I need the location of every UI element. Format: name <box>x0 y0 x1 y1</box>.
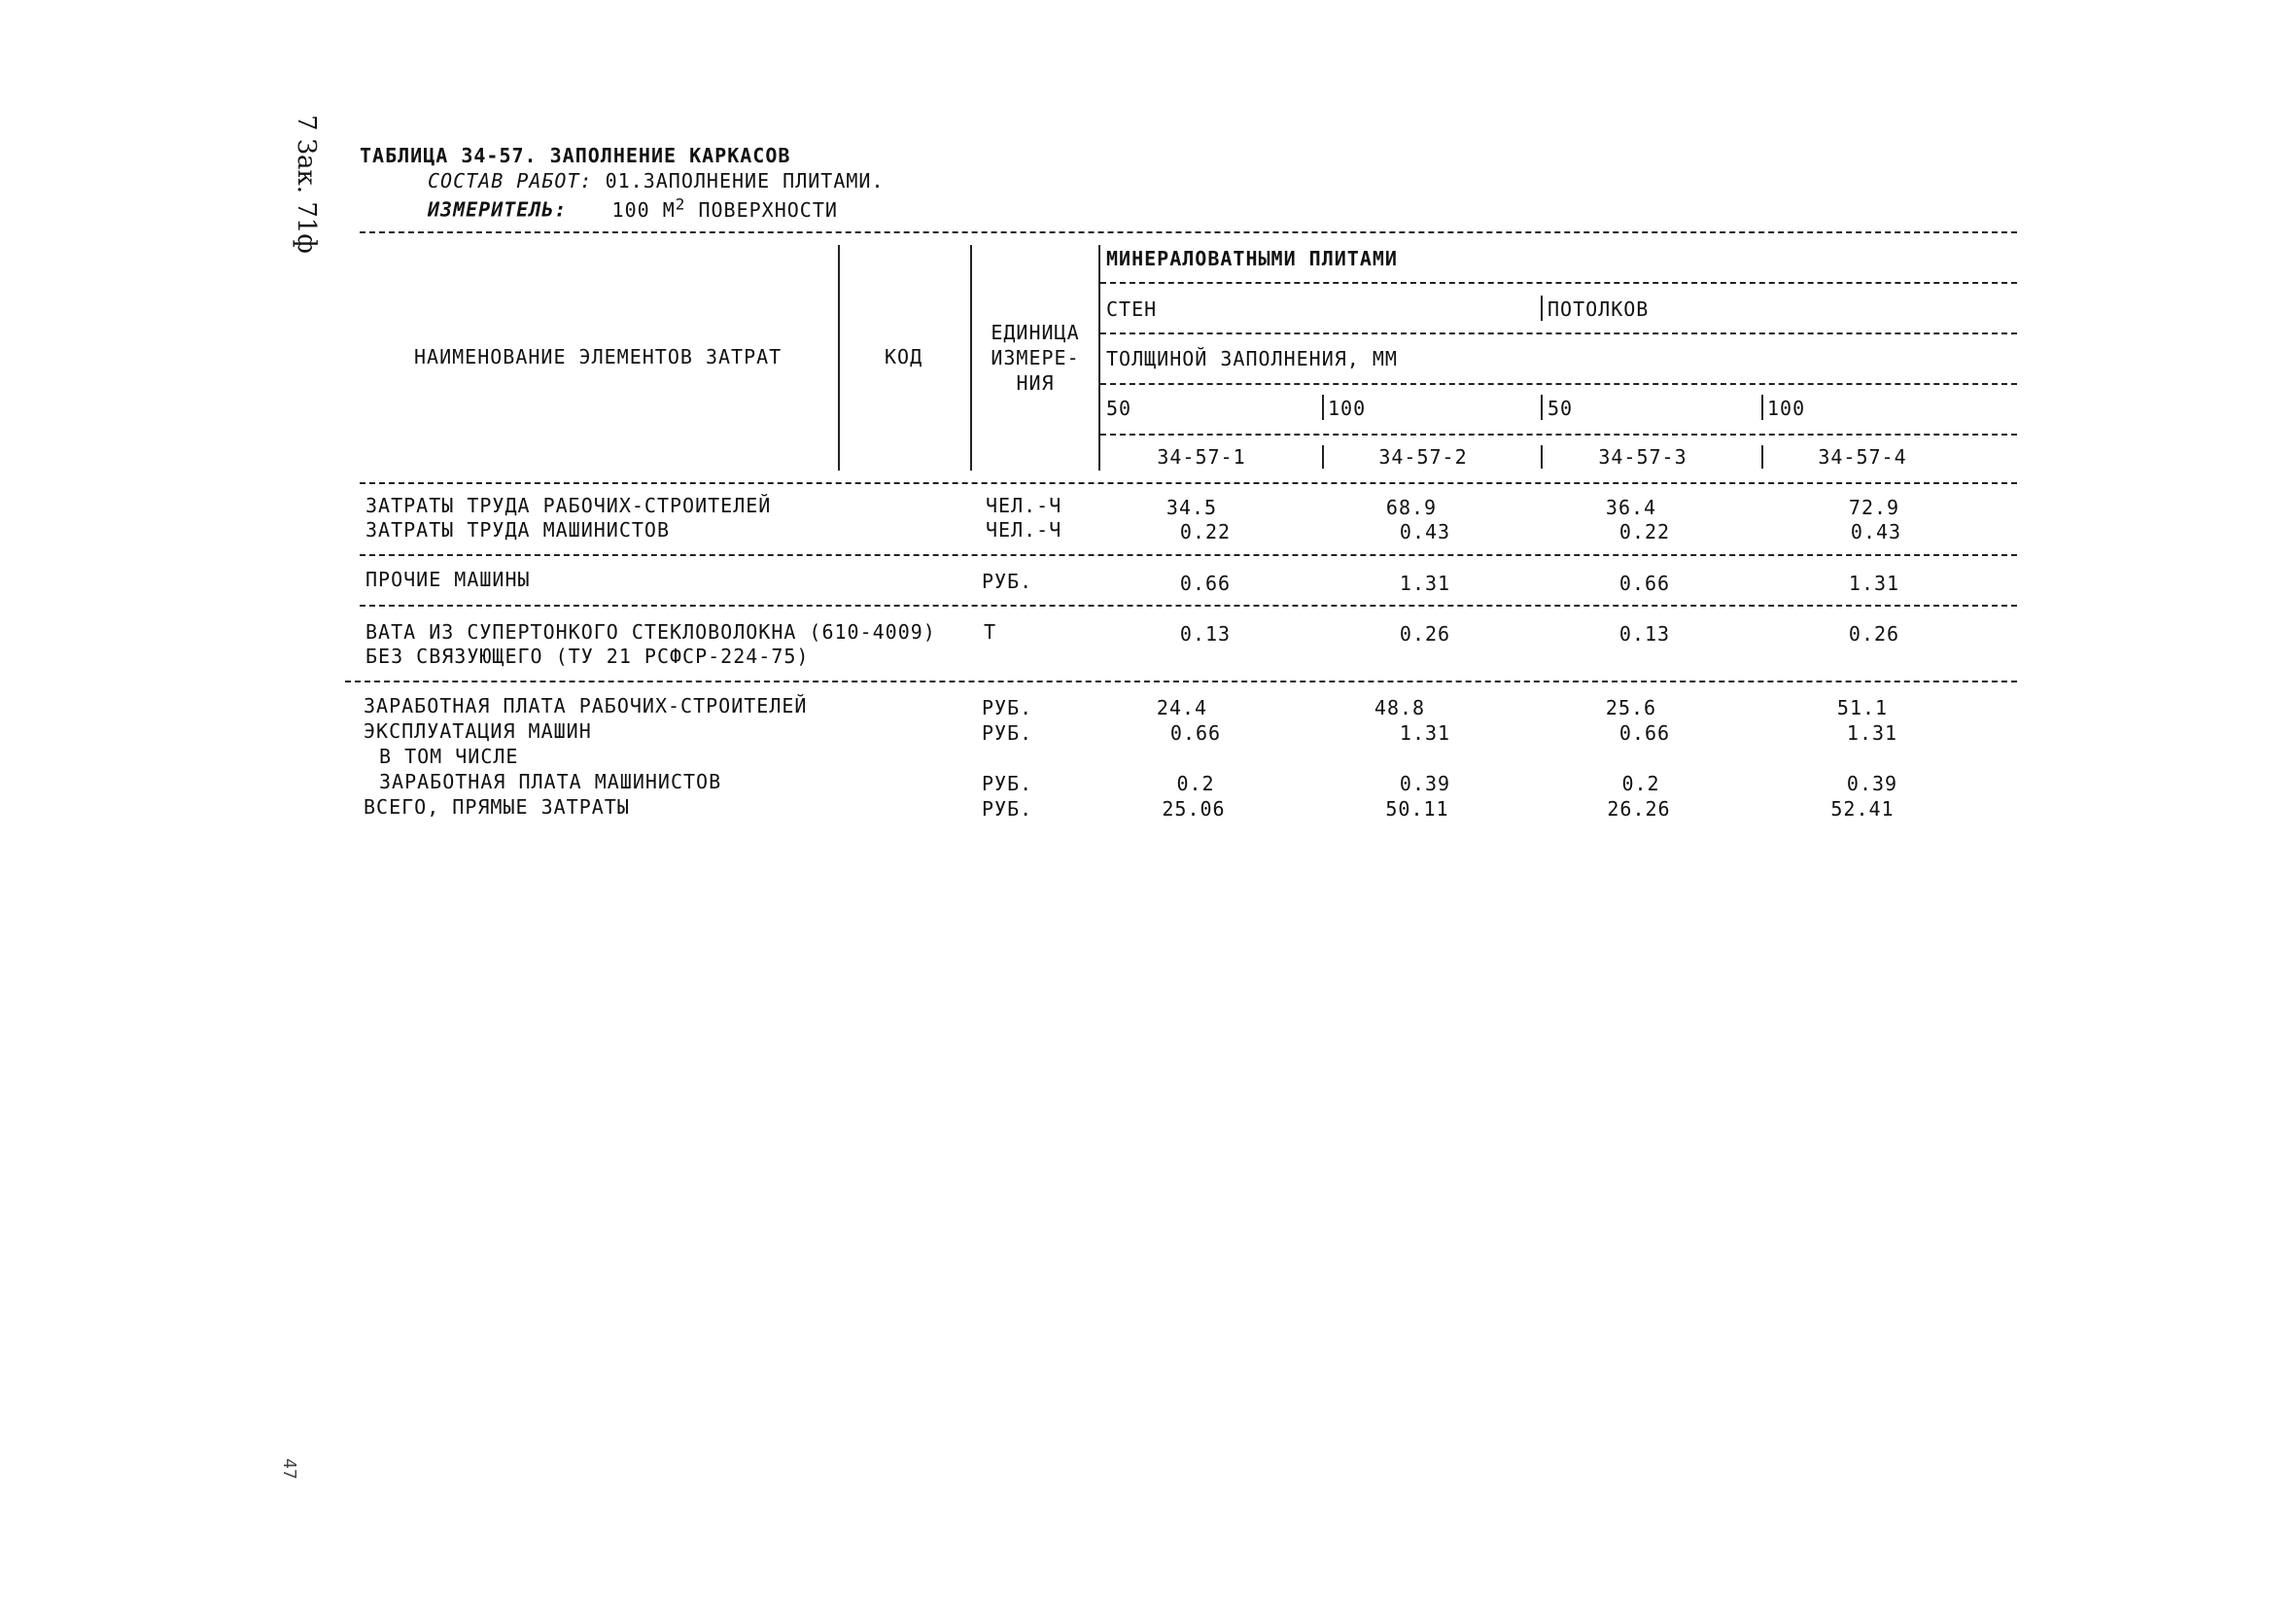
header-sep-unit-group <box>1098 245 1100 471</box>
rule-header-4 <box>1100 434 2017 436</box>
header-unit-col-1: ЕДИНИЦА <box>991 321 1080 344</box>
thick-value: 50 <box>1548 397 1574 420</box>
table-code: 34-57-3 <box>1598 445 1687 469</box>
row-name: ЗАТРАТЫ ТРУДА РАБОЧИХ-СТРОИТЕЛЕЙ <box>365 494 772 517</box>
table-code: 34-57-2 <box>1378 445 1468 469</box>
header-code-col: КОД <box>885 345 923 368</box>
row-value: 36.4 <box>1605 496 1657 519</box>
meter-label: ИЗМЕРИТЕЛЬ: <box>428 197 568 222</box>
table-code: 34-57-4 <box>1818 445 1907 469</box>
row-name: ЭКСПЛУАТАЦИЯ МАШИН <box>364 719 592 743</box>
header-group: МИНЕРАЛОВАТНЫМИ ПЛИТАМИ <box>1106 247 1398 270</box>
row-value: 0.66 <box>1169 721 1222 745</box>
row-value: 24.4 <box>1156 696 1208 719</box>
header-unit-col-3: НИЯ <box>1016 371 1055 395</box>
row-value: 50.11 <box>1385 797 1449 821</box>
margin-note: 7 Зак. 71ф <box>292 115 321 254</box>
row-value: 72.9 <box>1848 496 1900 519</box>
row-unit: РУБ. <box>982 772 1033 795</box>
composition-line <box>428 169 885 192</box>
header-thickness: ТОЛЩИНОЙ ЗАПОЛНЕНИЯ, ММ <box>1106 347 1398 370</box>
row-value: 1.31 <box>1846 721 1898 745</box>
rule-header-3 <box>1100 383 2017 385</box>
thick-value: 100 <box>1767 397 1806 420</box>
row-value: 48.8 <box>1374 696 1426 719</box>
row-unit: РУБ. <box>982 696 1033 719</box>
table-code: 34-57-1 <box>1157 445 1246 469</box>
row-value: 25.06 <box>1162 797 1226 821</box>
thick-sep-1 <box>1322 395 1324 420</box>
rule-header-2 <box>1100 332 2017 334</box>
rule-top <box>360 231 2017 233</box>
rule-row <box>345 681 2017 682</box>
row-name: ПРОЧИЕ МАШИНЫ <box>365 568 531 591</box>
row-value: 0.13 <box>1618 622 1671 646</box>
row-unit: ЧЕЛ.-Ч <box>986 518 1062 542</box>
row-value: 0.2 <box>1621 772 1660 795</box>
thick-value: 50 <box>1106 397 1132 420</box>
row-value: 0.66 <box>1179 572 1232 595</box>
row-value: 0.22 <box>1179 520 1232 543</box>
row-value: 25.6 <box>1605 696 1657 719</box>
row-value: 0.43 <box>1399 520 1451 543</box>
row-value: 0.66 <box>1618 572 1671 595</box>
row-name-continued: БЕЗ СВЯЗУЮЩЕГО (ТУ 21 РСФСР-224-75) <box>365 645 810 668</box>
row-unit: Т <box>984 620 997 644</box>
code-sep-3 <box>1761 445 1763 469</box>
row-name: В ТОМ ЧИСЛЕ <box>379 745 519 768</box>
composition-label: СОСТАВ РАБОТ: <box>428 169 593 192</box>
row-value: 68.9 <box>1385 496 1438 519</box>
thick-sep-2 <box>1541 395 1543 420</box>
row-name: ВСЕГО, ПРЯМЫЕ ЗАТРАТЫ <box>364 795 630 819</box>
row-value: 0.39 <box>1846 772 1898 795</box>
row-value: 0.26 <box>1848 622 1900 646</box>
table-title: ТАБЛИЦА 34-57. ЗАПОЛНЕНИЕ КАРКАСОВ <box>360 144 791 167</box>
row-name: ЗАРАБОТНАЯ ПЛАТА РАБОЧИХ-СТРОИТЕЛЕЙ <box>364 694 808 717</box>
row-value: 34.5 <box>1165 496 1218 519</box>
row-value: 0.2 <box>1176 772 1215 795</box>
row-unit: ЧЕЛ.-Ч <box>986 494 1062 517</box>
header-name-col: НАИМЕНОВАНИЕ ЭЛЕМЕНТОВ ЗАТРАТ <box>414 345 783 368</box>
header-sep-name-code <box>838 245 840 471</box>
meter-line <box>428 192 838 222</box>
header-unit-col-2: ИЗМЕРЕ- <box>991 346 1080 369</box>
row-value: 1.31 <box>1399 721 1451 745</box>
code-sep-1 <box>1322 445 1324 469</box>
composition-value: 01.ЗАПОЛНЕНИЕ ПЛИТАМИ. <box>605 169 885 192</box>
row-name: ЗАТРАТЫ ТРУДА МАШИНИСТОВ <box>365 518 670 542</box>
thick-value: 100 <box>1328 397 1367 420</box>
row-value: 0.26 <box>1399 622 1451 646</box>
row-value: 0.39 <box>1399 772 1451 795</box>
rule-header-1 <box>1100 282 2017 284</box>
code-sep-2 <box>1541 445 1543 469</box>
row-value: 1.31 <box>1848 572 1900 595</box>
rule-row <box>360 605 2017 607</box>
meter-value: 100 $М^2$ ПОВЕРХНОСТИ <box>611 194 838 222</box>
row-name: ЗАРАБОТНАЯ ПЛАТА МАШИНИСТОВ <box>379 770 722 793</box>
meter-exponent: 2 <box>675 194 686 213</box>
row-name: ВАТА ИЗ СУПЕРТОНКОГО СТЕКЛОВОЛОКНА (610-4009) <box>365 620 936 644</box>
rule-header-bottom <box>360 482 2017 484</box>
row-value: 51.1 <box>1836 696 1889 719</box>
row-unit: РУБ. <box>982 797 1033 821</box>
row-value: 0.22 <box>1618 520 1671 543</box>
row-value: 1.31 <box>1399 572 1451 595</box>
row-value: 0.13 <box>1179 622 1232 646</box>
thick-sep-3 <box>1761 395 1763 420</box>
page-footer-mark: 47 <box>279 1458 299 1480</box>
row-value: 0.43 <box>1850 520 1902 543</box>
row-value: 26.26 <box>1607 797 1671 821</box>
row-value: 52.41 <box>1830 797 1895 821</box>
row-unit: РУБ. <box>982 721 1033 745</box>
row-value: 0.66 <box>1618 721 1671 745</box>
row-unit: РУБ. <box>982 570 1033 593</box>
header-sep-walls-ceilings <box>1541 296 1543 321</box>
header-sub-walls: СТЕН <box>1106 297 1158 321</box>
rule-row <box>360 554 2017 556</box>
header-sub-ceilings: ПОТОЛКОВ <box>1548 297 1650 321</box>
